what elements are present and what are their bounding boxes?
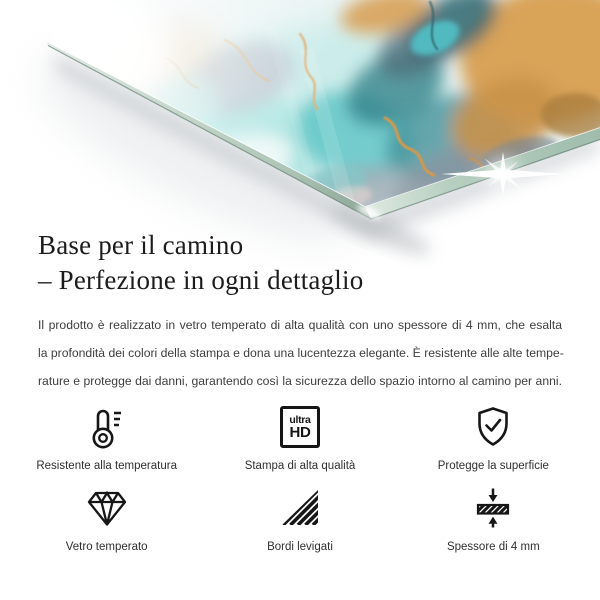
- feature-label: Bordi levigati: [267, 541, 333, 553]
- feature-label: Vetro temperato: [65, 541, 148, 553]
- paragraph-line: Il prodotto è realizzato in vetro temperato di alta qualità con uno spessore di 4 mm, che esalta: [38, 318, 562, 332]
- feature-label: Protegge la superficie: [437, 460, 549, 472]
- feature-label: Spessore di 4 mm: [446, 541, 540, 553]
- thermometer-icon: [88, 403, 126, 451]
- page-title: [38, 228, 562, 298]
- feature-tempered-glass: [10, 484, 203, 553]
- product-paragraph: [38, 311, 562, 395]
- title-line-1: Base per il camino: [38, 230, 244, 260]
- title-line-2: – Perfezione in ogni dettaglio: [38, 265, 364, 295]
- feature-label: Stampa di alta qualità: [244, 460, 356, 472]
- ultra-hd-icon-text-bottom: HD: [289, 423, 311, 441]
- paragraph-line: la profondità dei colori della stampa e dona una lucentezza elegante. È resistente alle alte tempe-: [38, 346, 564, 360]
- feature-polished-edges: [203, 484, 396, 553]
- polished-edges-icon: [278, 484, 322, 532]
- feature-label: Resistente alla temperatura: [36, 460, 177, 472]
- feature-temperature: [10, 403, 203, 472]
- feature-thickness: [397, 484, 590, 553]
- ultra-hd-icon-text-top: ultra: [289, 413, 311, 426]
- ultra-hd-icon: [280, 403, 320, 451]
- paragraph-line: rature e protegge dai danni, garantendo così la sicurezza dello spazio intorno al camino per anni.: [38, 374, 562, 388]
- shield-check-icon: [471, 403, 515, 451]
- diamond-icon: [85, 484, 129, 532]
- feature-grid: [10, 403, 590, 553]
- feature-print-quality: [203, 403, 396, 472]
- thickness-4mm-icon: [471, 484, 515, 532]
- feature-surface-protection: [397, 403, 590, 472]
- description-section: [0, 228, 600, 553]
